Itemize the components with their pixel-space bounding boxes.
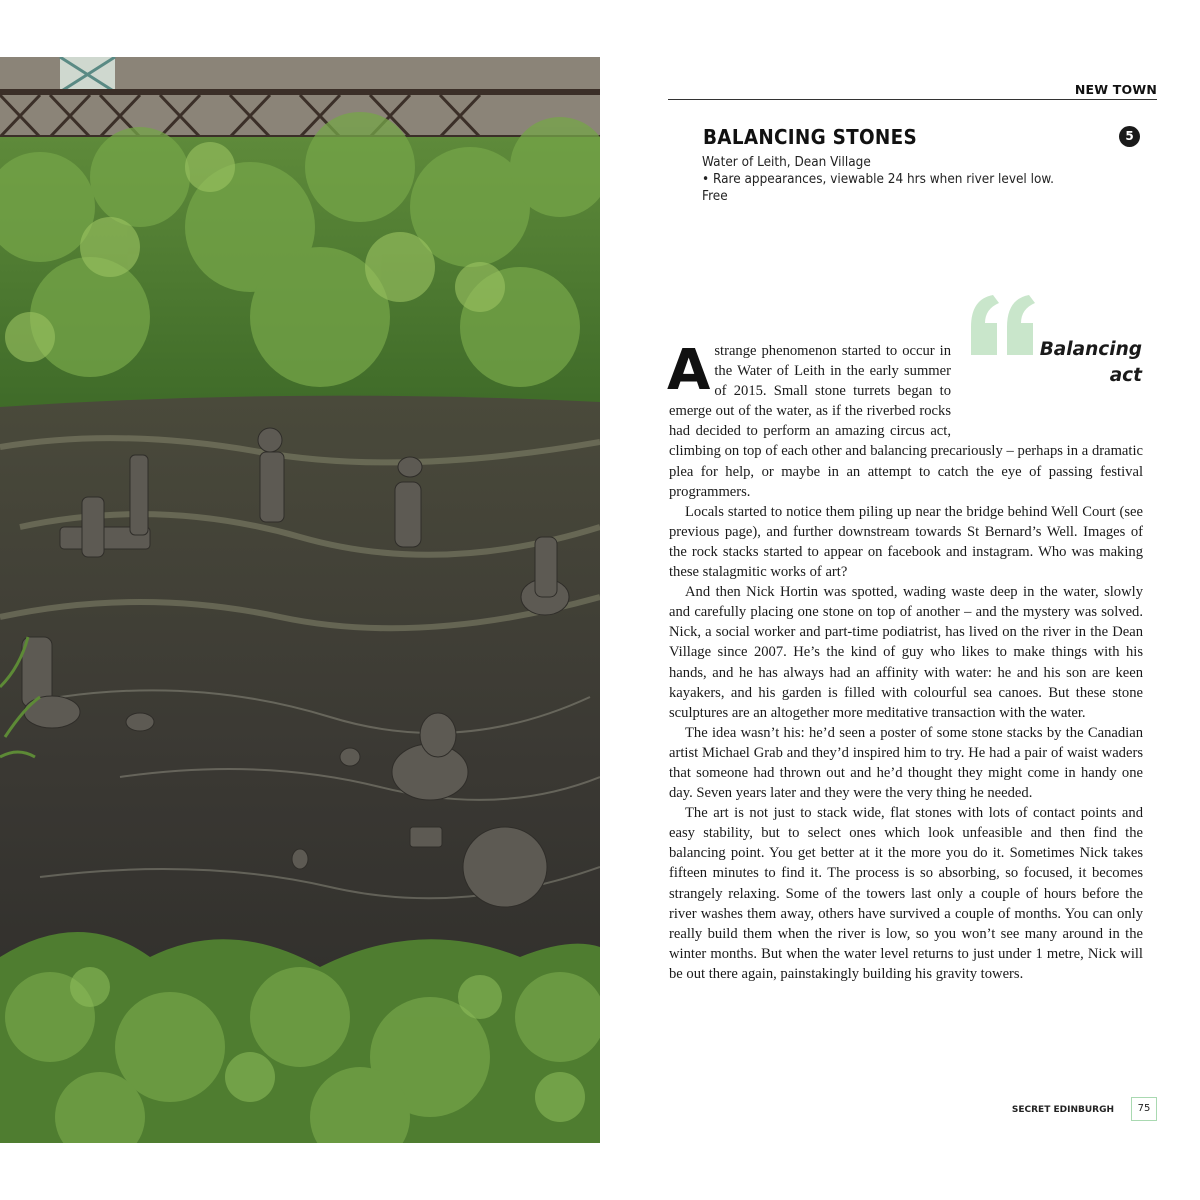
article-body [667,338,1143,984]
section-label: NEW TOWN [1074,82,1157,97]
photo-balancing-stones [0,57,600,1143]
footer-book-title: SECRET EDINBURGH [1011,1105,1114,1115]
article-paragraph-3: And then Nick Hortin was spotted, wading waste deep in the water, slowly and carefully placing one stone on top of another – and the mystery was solved. Nick, a social worker and part-time podiatrist, has lived on the river in the Dean Village since 2007. He’s the kind of guy who likes to make things with his hands, and he has always had an affinity with water: he and his son are keen kayakers, and his garden is filled with colourful sea canoes. But these stone sculptures are an altogether more meditative transaction with the water. [669,584,1143,721]
article-paragraph-1-text: strange phenomenon started to occur in the Water of Leith in the early summer of 2015. Small stone turrets began to emerge out of the water, as if the riverbed rocks had decided to perform an amazing circus act, climbing on top of each other and balancing precariously – perhaps in a dramatic plea for help, or maybe in an attempt to catch the eye of passing festival programmers. [669,343,1143,500]
header-rule [668,99,1157,100]
article-paragraph-4: The idea wasn’t his: he’d seen a poster of some stone stacks by the Canadian artist Michael Grab and they’d inspired him to try. He had a pair of waist waders that someone had thrown out and he’d thought they might come in handy one day. Seven years later and they were the very thing he needed. [669,724,1143,802]
drop-cap: A [667,338,711,403]
entry-title: BALANCING STONES [703,125,917,149]
article-paragraph-5: The art is not just to stack wide, flat stones with lots of contact points and easy stability, but to select ones which look unfeasible and then find the balancing point. You get better at it the more you do it. Sometimes Nick takes fifteen minutes to find it. The process is so absorbing, so focused, it becomes strangely relaxing. Some of the towers last only a couple of hours before the river washes them away, others have survived a couple of months. You can only really build them when the river is low, so you won’t see many around in the winter months. But when the water level returns to just under 1 metre, Nick will be out there again, painstakingly building his gravity towers. [669,805,1143,982]
entry-location: Water of Leith, Dean Village [702,155,871,170]
entry-info: • Rare appearances, viewable 24 hrs when river level low. Free [702,172,1054,204]
pullquote-line-1: Balancing [1039,339,1142,360]
river-scene-image [0,57,600,1143]
entry-number-badge: 5 [1119,126,1140,147]
page-number: 75 [1131,1097,1157,1121]
pullquote-line-2: act [1109,365,1142,386]
entry-meta [702,154,1083,205]
article-paragraph-2: Locals started to notice them piling up near the bridge behind Well Court (see previous page), and further downstream towards St Bernard’s Well. Images of the rock stacks started to appear on facebook and instagram. Who was making these stalagmitic works of art? [669,503,1143,581]
pullquote-spacer [951,341,1143,439]
